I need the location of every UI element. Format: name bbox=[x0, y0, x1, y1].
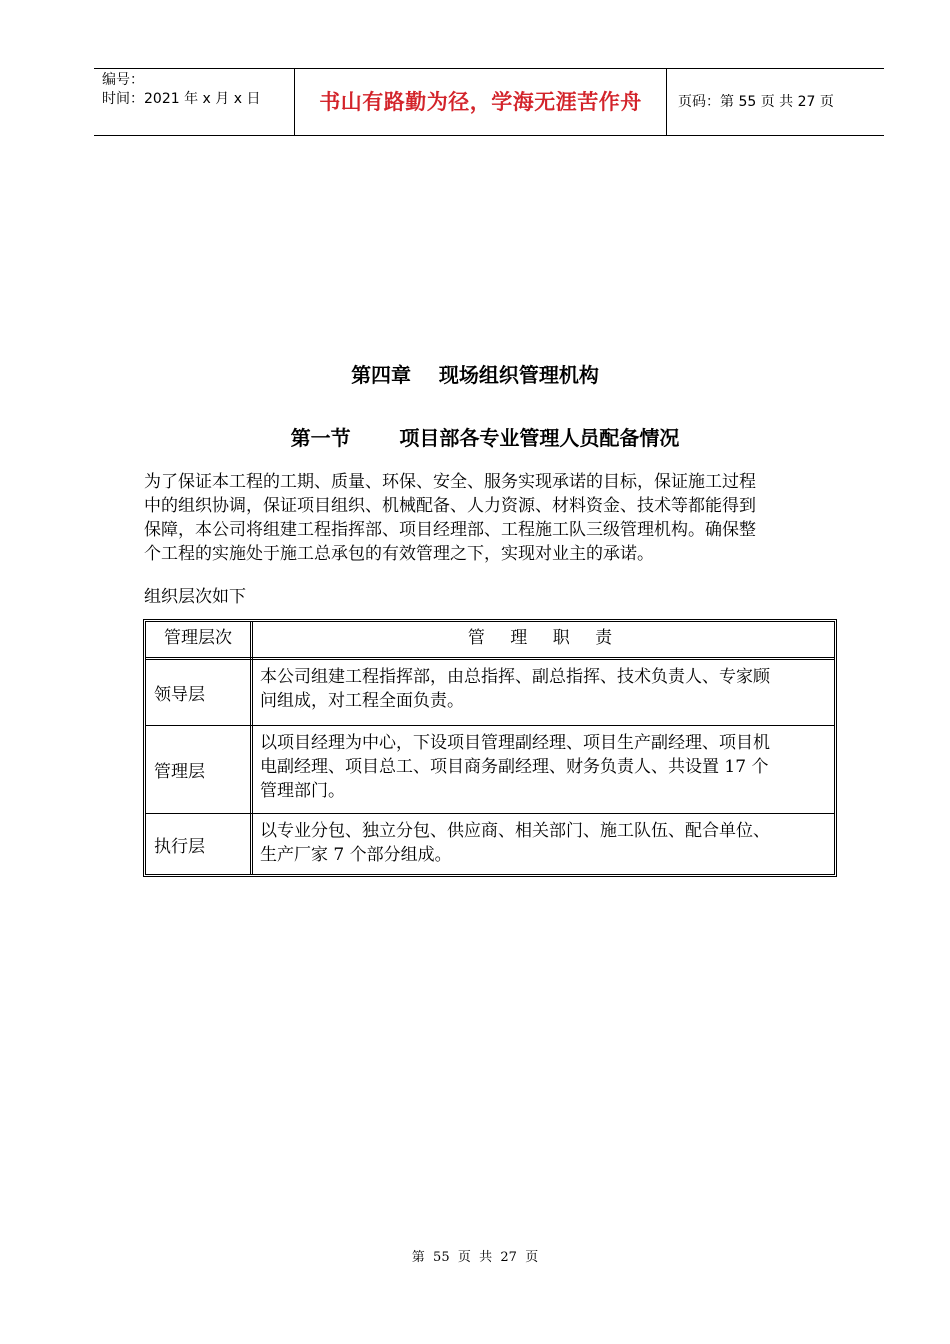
header-divider bbox=[666, 69, 667, 135]
duty-line: 问组成，对工程全面负责。 bbox=[260, 691, 464, 711]
table-row bbox=[146, 660, 834, 726]
paragraph-line: 保障，本公司将组建工程指挥部、项目经理部、工程施工队三级管理机构。确保整 bbox=[144, 520, 756, 540]
paragraph-line: 个工程的实施处于施工总承包的有效管理之下，实现对业主的承诺。 bbox=[144, 544, 654, 564]
duty-line: 以专业分包、独立分包、供应商、相关部门、施工队伍、配合单位、 bbox=[260, 821, 770, 841]
duty-line: 以项目经理为中心，下设项目管理副经理、项目生产副经理、项目机 bbox=[260, 733, 770, 753]
table-cell-duty bbox=[260, 731, 838, 803]
duty-line: 管理部门。 bbox=[260, 781, 345, 801]
table-header-row bbox=[146, 622, 834, 660]
paragraph-line: 中的组织协调，保证项目组织、机械配备、人力资源、材料资金、技术等都能得到 bbox=[144, 496, 756, 516]
table-header-duty: 管 理 职 责 bbox=[467, 628, 623, 648]
table-cell-level: 领导层 bbox=[154, 685, 205, 705]
section-title: 第一节 项目部各专业管理人员配备情况 bbox=[290, 426, 680, 450]
organization-table bbox=[143, 619, 837, 877]
page-header bbox=[94, 68, 884, 136]
paragraph-line: 为了保证本工程的工期、质量、环保、安全、服务实现承诺的目标，保证施工过程 bbox=[144, 472, 756, 492]
table-header-level: 管理层次 bbox=[164, 628, 232, 648]
duty-line: 本公司组建工程指挥部，由总指挥、副总指挥、技术负责人、专家顾 bbox=[260, 667, 770, 687]
header-motto: 书山有路勤为径，学海无涯苦作舟 bbox=[319, 90, 642, 114]
table-intro: 组织层次如下 bbox=[144, 587, 246, 607]
table-cell-level: 管理层 bbox=[154, 762, 205, 782]
page-footer: 第 55 页 共 27 页 bbox=[411, 1250, 539, 1265]
table-row bbox=[146, 726, 834, 814]
table-cell-duty bbox=[260, 665, 838, 713]
body-paragraph bbox=[144, 470, 834, 566]
time-label: 时间：2021 年 x 月 x 日 bbox=[102, 91, 261, 107]
header-meta bbox=[94, 69, 294, 135]
number-label: 编号： bbox=[102, 72, 144, 88]
table-cell-duty bbox=[260, 819, 838, 867]
chapter-title: 第四章 现场组织管理机构 bbox=[351, 363, 599, 387]
table-row bbox=[146, 814, 834, 874]
table-cell-level: 执行层 bbox=[154, 836, 205, 857]
header-page-code: 页码：第 55 页 共 27 页 bbox=[678, 94, 834, 110]
duty-line: 电副经理、项目总工、项目商务副经理、财务负责人、共设置 17 个 bbox=[260, 757, 769, 777]
duty-line: 生产厂家 7 个部分组成。 bbox=[260, 845, 452, 865]
